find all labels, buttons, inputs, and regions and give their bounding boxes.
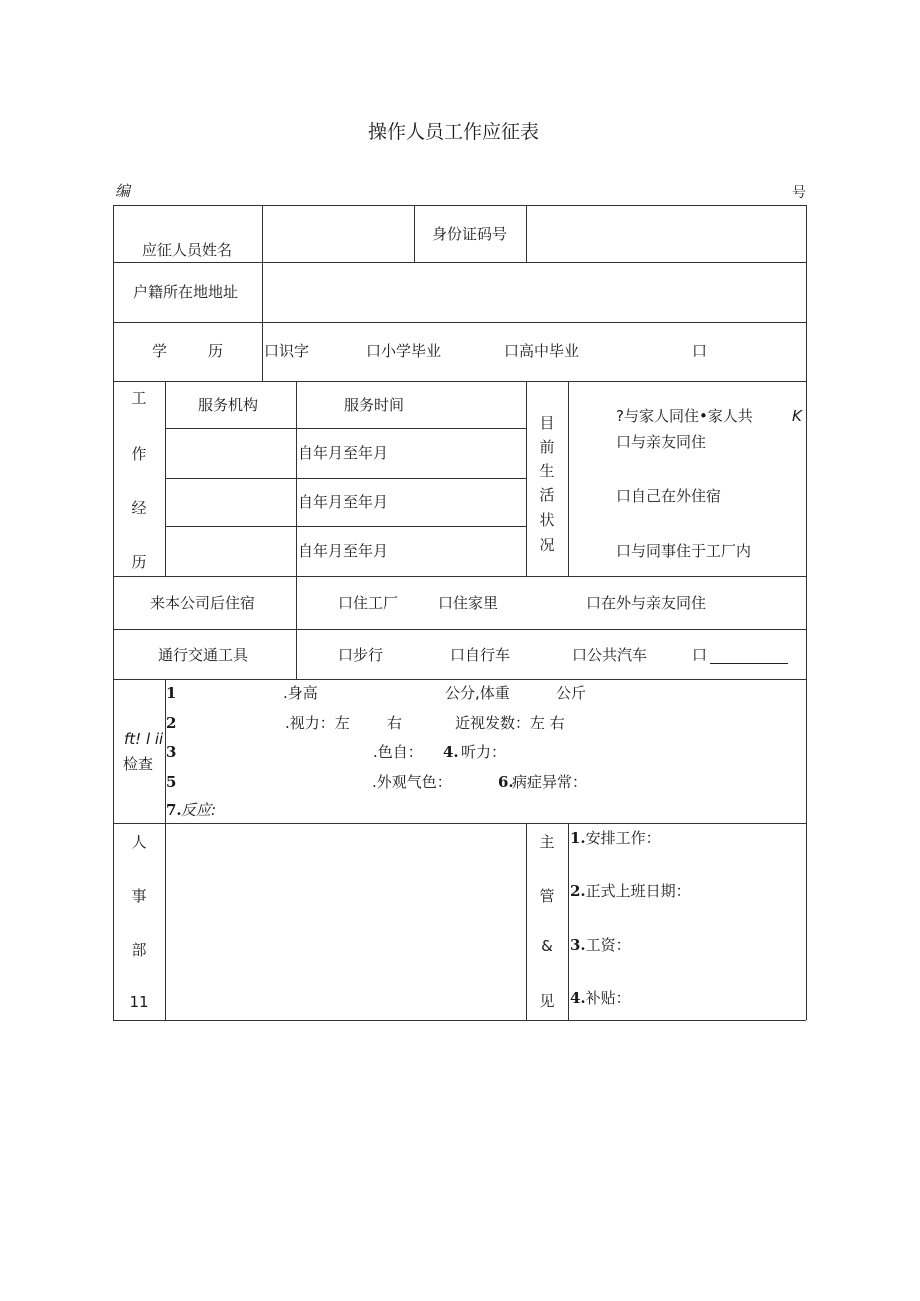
exam-item-5-number: 5 — [166, 773, 177, 791]
edu-option-other[interactable]: 口 — [692, 342, 708, 360]
transport-option-walk[interactable]: 口步行 — [338, 646, 384, 664]
lodging-option-relatives[interactable]: 口在外与亲友同住 — [586, 594, 707, 612]
transport-label: 通行交通工具 — [158, 646, 249, 664]
hr-comments-field[interactable] — [168, 826, 523, 1017]
exam-height-label: .身高 — [283, 684, 318, 702]
exam-myopia-label: 近视发数：左 右 — [455, 714, 565, 732]
exam-hearing-label: 听力： — [461, 743, 507, 761]
exam-label-top: ft! l ii — [124, 730, 164, 748]
living-option-family[interactable]: ?与家人同住•家人共 — [616, 407, 753, 425]
household-address-field[interactable] — [266, 266, 802, 318]
living-option-alone[interactable]: 口自己在外住宿 — [616, 487, 722, 505]
exam-item-4-number: 4. — [443, 743, 459, 761]
living-handwritten-mark: K — [792, 407, 802, 425]
work-time-3: 自年月至年月 — [298, 542, 389, 560]
supervisor-item-1: 1.安排工作： — [570, 829, 661, 847]
edu-option-primary[interactable]: 口小学毕业 — [366, 342, 442, 360]
supervisor-item-4: 4.补贴： — [570, 989, 631, 1007]
id-number-label: 身份证码号 — [432, 225, 508, 243]
transport-option-other[interactable]: 口 — [692, 646, 708, 664]
education-label-b: 历 — [208, 342, 224, 360]
exam-cm-weight-label: 公分,体重 — [445, 684, 510, 702]
education-label-a: 学 — [152, 342, 168, 360]
household-address-label: 户籍所在地地址 — [133, 283, 239, 301]
transport-option-bus[interactable]: 口公共汽车 — [572, 646, 648, 664]
exam-item-2-number: 2 — [166, 714, 177, 732]
exam-disease-label: 病症异常： — [512, 773, 588, 791]
applicant-name-field[interactable] — [266, 209, 410, 257]
exam-item-6-number: 6. — [498, 773, 514, 791]
serial-label-hao: 号 — [792, 185, 806, 201]
transport-option-bicycle[interactable]: 口自行车 — [450, 646, 511, 664]
lodging-option-factory[interactable]: 口住工厂 — [338, 594, 399, 612]
exam-color-label: .色自： — [373, 743, 423, 761]
supervisor-item-3: 3.工资： — [570, 936, 631, 954]
work-time-2: 自年月至年月 — [298, 493, 389, 511]
work-time-1: 自年月至年月 — [298, 444, 389, 462]
living-option-relatives[interactable]: 口与亲友同住 — [616, 433, 707, 451]
edu-option-highschool[interactable]: 口高中毕业 — [504, 342, 580, 360]
supervisor-item-2: 2.正式上班日期： — [570, 882, 691, 900]
work-org-field-3[interactable] — [168, 529, 292, 573]
serial-label-bian: 编 — [115, 182, 131, 200]
exam-vision-right-label: 右 — [387, 714, 403, 732]
exam-vision-label: .视力：左 — [285, 714, 350, 732]
id-number-field[interactable] — [530, 209, 802, 257]
exam-appearance-label: .外观气色： — [372, 773, 452, 791]
exam-item-3-number: 3 — [166, 743, 177, 761]
work-col-time: 服务时间 — [344, 396, 405, 414]
applicant-name-label: 应征人员姓名 — [142, 241, 233, 259]
lodging-label: 来本公司后住宿 — [150, 594, 256, 612]
form-title: 操作人员工作应征表 — [368, 121, 540, 143]
exam-label-bottom: 检查 — [123, 755, 154, 773]
living-option-coworkers[interactable]: 口与同事住于工厂内 — [616, 542, 752, 560]
work-col-organization: 服务机构 — [198, 396, 259, 414]
exam-kg-label: 公斤 — [556, 684, 587, 702]
work-org-field-2[interactable] — [168, 481, 292, 523]
exam-item-7-number: 7. — [166, 801, 182, 819]
lodging-option-home[interactable]: 口住家里 — [438, 594, 499, 612]
work-org-field-1[interactable] — [168, 431, 292, 475]
exam-item-1-number: 1 — [166, 684, 177, 702]
edu-option-literate[interactable]: 口识字 — [264, 342, 310, 360]
transport-other-blank[interactable] — [710, 663, 788, 664]
exam-reaction-label: 反应: — [181, 801, 217, 819]
